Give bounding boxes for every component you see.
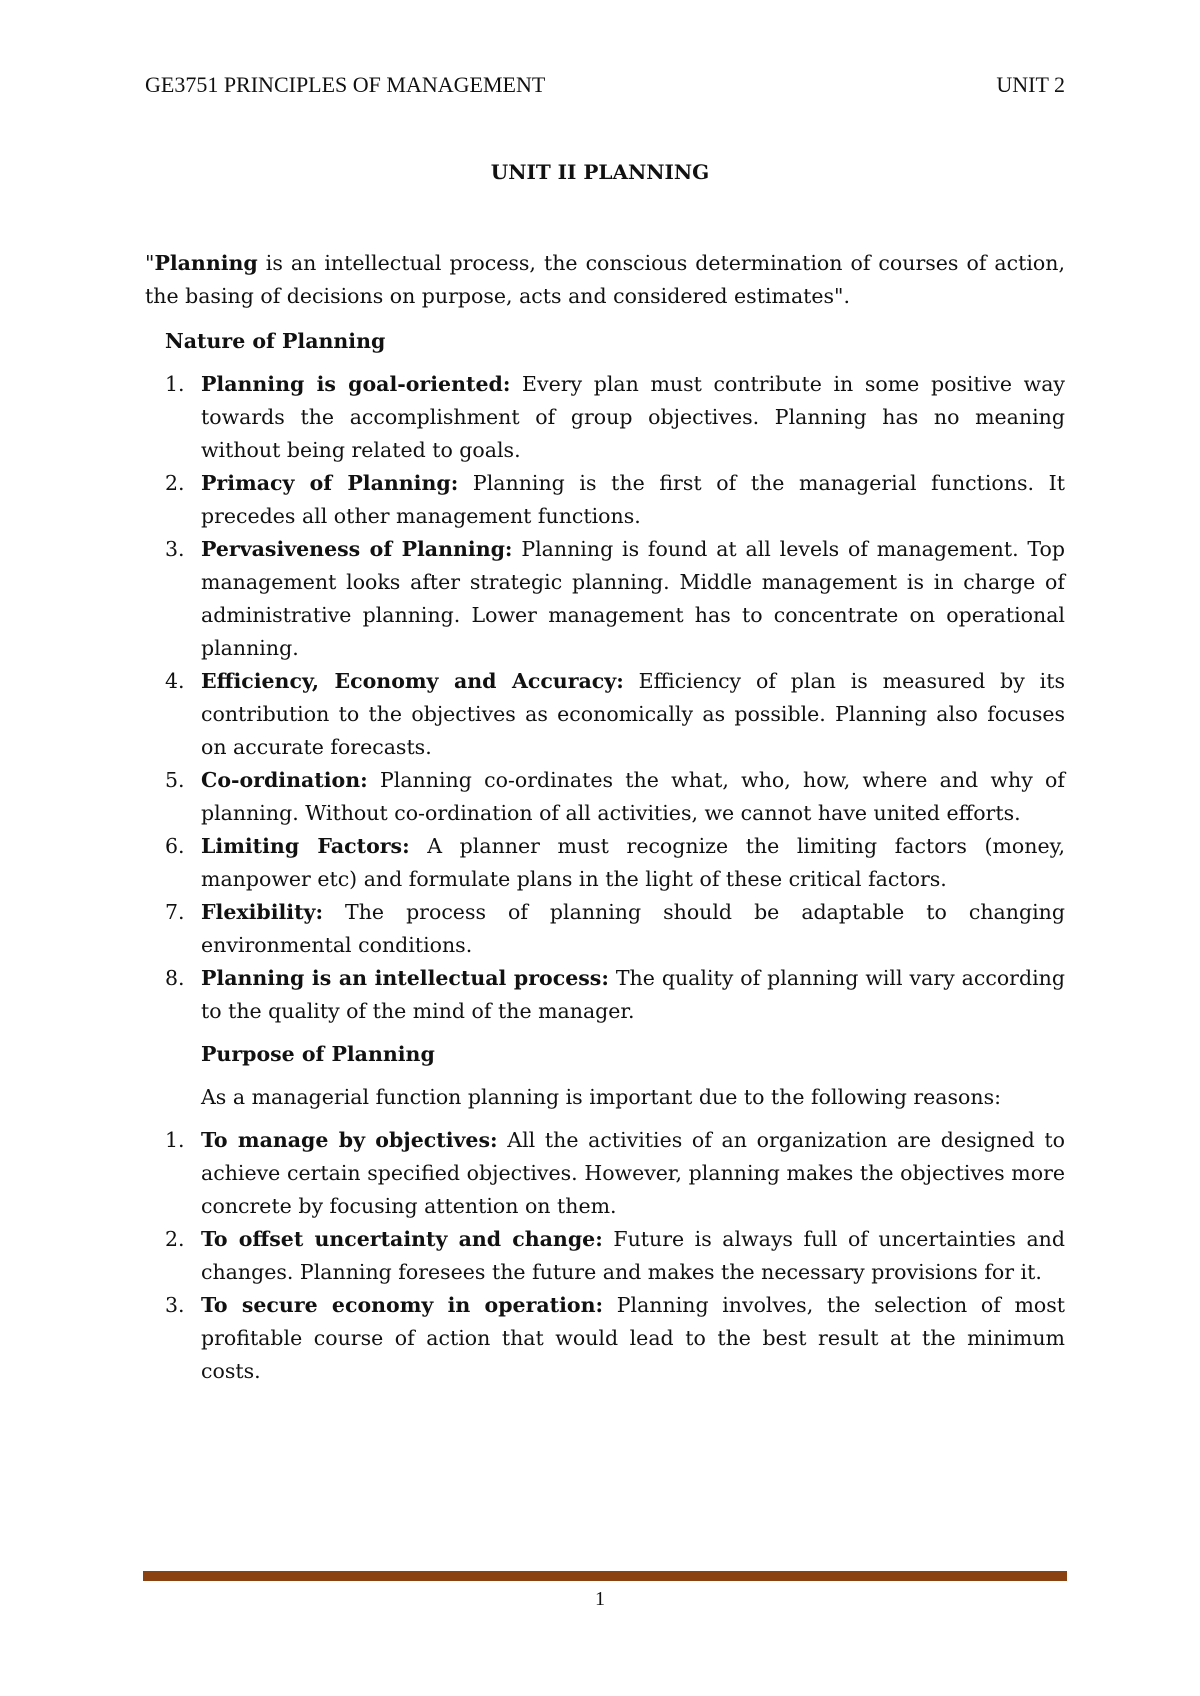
item-number: 6.	[165, 834, 185, 858]
item-number: 2.	[165, 471, 185, 495]
list-item	[145, 830, 1065, 896]
item-number: 1.	[165, 372, 185, 396]
list-item	[145, 1289, 1065, 1388]
item-number: 8.	[165, 966, 185, 990]
item-term: To offset uncertainty and change:	[201, 1227, 603, 1251]
item-text: Planning is the first of the managerial functions. It precedes all other management functions.	[201, 471, 1065, 528]
item-number: 4.	[165, 669, 185, 693]
item-term: Limiting Factors:	[201, 834, 410, 858]
item-term: Co-ordination:	[201, 768, 368, 792]
item-text: Future is always full of uncertainties and changes. Planning foresees the future and makes the necessary provisions for it.	[201, 1227, 1065, 1284]
item-term: Planning is an intellectual process:	[201, 966, 609, 990]
item-term: Primacy of Planning:	[201, 471, 459, 495]
item-number: 7.	[165, 900, 185, 924]
item-number: 1.	[165, 1128, 185, 1152]
item-text: Every plan must contribute in some positive way towards the accomplishment of group objectives. Planning has no meaning without being related to goals.	[201, 372, 1065, 462]
item-term: Pervasiveness of Planning:	[201, 537, 513, 561]
page-header	[145, 72, 1065, 98]
item-text: Planning involves, the selection of most profitable course of action that would lead to the best result at the minimum costs.	[201, 1293, 1066, 1383]
item-number: 3.	[165, 1293, 185, 1317]
purpose-list	[145, 1124, 1065, 1388]
document-title: UNIT II PLANNING	[490, 160, 710, 184]
item-term: To secure economy in operation:	[201, 1293, 604, 1317]
list-item	[145, 1223, 1065, 1289]
header-course-title: GE3751 PRINCIPLES OF MANAGEMENT	[145, 72, 546, 97]
item-text: Planning is found at all levels of management. Top management looks after strategic planning. Middle management is in charge of administrative planning. Lower management has to concentrate on operational planning.	[201, 537, 1065, 660]
footer-rule	[143, 1571, 1067, 1581]
list-item	[145, 1124, 1065, 1223]
item-text: All the activities of an organization are designed to achieve certain specified objectives. However, planning makes the objectives more concrete by focusing attention on them.	[201, 1128, 1065, 1218]
item-term: Planning is goal-oriented:	[201, 372, 511, 396]
definition-term: Planning	[154, 251, 258, 275]
item-term: To manage by objectives:	[201, 1128, 498, 1152]
definition-open-quote: "	[145, 251, 155, 275]
list-item	[145, 764, 1065, 830]
item-text: A planner must recognize the limiting factors (money, manpower etc) and formulate plans in the light of these critical factors.	[201, 834, 1065, 891]
list-item	[145, 533, 1065, 665]
planning-definition	[145, 247, 1065, 313]
item-term: Efficiency, Economy and Accuracy:	[201, 669, 624, 693]
header-unit-label: UNIT 2	[996, 72, 1065, 97]
list-item	[145, 368, 1065, 467]
item-number: 3.	[165, 537, 185, 561]
document-body	[145, 247, 1065, 1398]
nature-list	[145, 368, 1065, 1028]
item-term: Flexibility:	[201, 900, 324, 924]
definition-text: is an intellectual process, the conscious determination of courses of action, the basing of decisions on purpose, acts and considered estimates".	[145, 251, 1065, 308]
purpose-heading: Purpose of Planning	[201, 1042, 435, 1066]
list-item	[145, 896, 1065, 962]
item-text: The quality of planning will vary according to the quality of the mind of the manager.	[201, 966, 1065, 1023]
list-item	[145, 665, 1065, 764]
purpose-intro: As a managerial function planning is important due to the following reasons:	[201, 1085, 1002, 1109]
item-number: 5.	[165, 768, 185, 792]
nature-heading: Nature of Planning	[165, 329, 386, 353]
item-text: Planning co-ordinates the what, who, how, where and why of planning. Without co-ordination of all activities, we cannot have united efforts.	[201, 768, 1065, 825]
item-number: 2.	[165, 1227, 185, 1251]
item-text: Efficiency of plan is measured by its contribution to the objectives as economically as possible. Planning also focuses on accurate forecasts.	[201, 669, 1065, 759]
list-item	[145, 467, 1065, 533]
page-number: 1	[595, 1588, 605, 1610]
item-text: The process of planning should be adaptable to changing environmental conditions.	[201, 900, 1065, 957]
list-item	[145, 962, 1065, 1028]
